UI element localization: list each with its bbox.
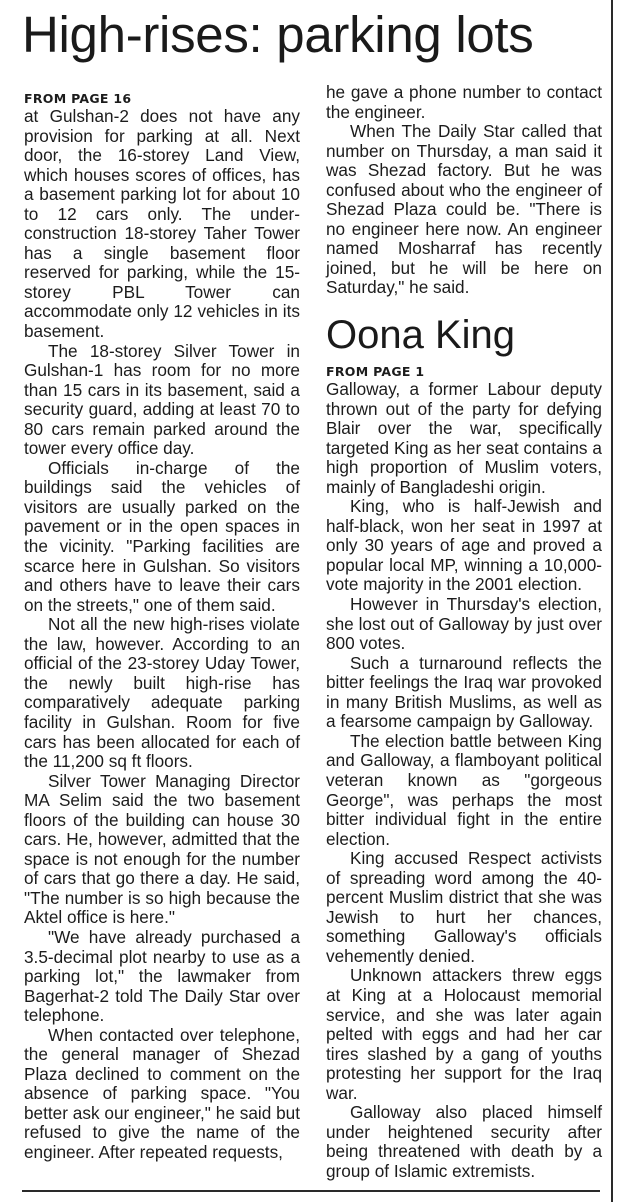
from-page-kicker: FROM PAGE 16	[24, 91, 132, 106]
paragraph: When contacted over telephone, the general manager of Shezad Plaza declined to comment on the absence of parking space. "You better ask our engineer," he said but refused to give the name of the engineer. After repeated requests,	[24, 1024, 300, 1162]
column-border-right	[611, 0, 613, 1202]
right-column	[326, 83, 602, 1181]
second-article-headline: Oona King	[326, 313, 516, 358]
paragraph: King, who is half-Jewish and half-black, won her seat in 1997 at only 30 years of age and proved a popular local MP, winning a 10,000-vote majority in the 2001 election.	[326, 496, 602, 595]
paragraph: Galloway, a former Labour deputy thrown out of the party for defying Blair over the war, specifically targeted King as her seat contains a high proportion of Muslim voters, mainly of Bangladeshi origin.	[326, 379, 602, 497]
left-column	[24, 91, 300, 1163]
paragraph: Officials in-charge of the buildings said the vehicles of visitors are usually parked on the pavement or in the open spaces in the vicinity. "Parking facilities are scarce here in Gulshan. So visitors and others have to leave their cars on the streets," one of them said.	[24, 457, 300, 615]
article-headline: High-rises: parking lots	[22, 6, 534, 63]
paragraph: Unknown attackers threw eggs at King at a Holocaust memorial service, and she was later again pelted with eggs and had her car tires slashed by a gang of youths protesting her support for the Iraq war.	[326, 965, 602, 1103]
paragraph: The 18-storey Silver Tower in Gulshan-1 has room for no more than 15 cars in its basement, said a security guard, adding at least 70 to 80 cars remain parked around the tower every office day.	[24, 340, 300, 459]
paragraph: The election battle between King and Galloway, a flamboyant political veteran known as "gorgeous George", was perhaps the most bitter individual fight in the entire election.	[326, 730, 602, 849]
paragraph: "We have already purchased a 3.5-decimal plot nearby to use as a parking lot," the lawmaker from Bagerhat-2 told The Daily Star over telephone.	[24, 926, 300, 1026]
paragraph: he gave a phone number to contact the engineer.	[326, 82, 602, 122]
paragraph: Silver Tower Managing Director MA Selim said the two basement floors of the building can house 30 cars. He, however, admitted that the space is not enough for the number of cars that go there a day. He said, "The number is so high because the Aktel office is here."	[24, 770, 300, 928]
paragraph: Not all the new high-rises violate the law, however. According to an official of the 23-storey Uday Tower, the newly built high-rise has comparatively adequate parking facility in Gulshan. Room for five cars has been allocated for each of the 11,200 sq ft floors.	[24, 614, 300, 772]
paragraph: When The Daily Star called that number on Thursday, a man said it was Shezad factory. But he was confused about who the engineer of Shezad Plaza could be. "There is no engineer here now. An engineer named Mosharraf has recently joined, but he will be here on Saturday," he said.	[326, 121, 602, 298]
paragraph: Such a turnaround reflects the bitter feelings the Iraq war provoked in many British Muslims, as well as a fearsome campaign by Galloway.	[326, 652, 602, 732]
paragraph: Galloway also placed himself under heightened security after being threatened with death by a group of Islamic extremists.	[326, 1102, 602, 1181]
paragraph: King accused Respect activists of spreading word among the 40-percent Muslim district that she was Jewish to hurt her chances, something Galloway's officials vehemently denied.	[326, 848, 602, 966]
from-page-kicker: FROM PAGE 1	[326, 364, 425, 380]
paragraph: However in Thursday's election, she lost out of Galloway by just over 800 votes.	[326, 594, 602, 654]
paragraph: at Gulshan-2 does not have any provision for parking at all. Next door, the 16-storey Land View, which houses scores of offices, has a basement parking lot for about 10 to 12 cars only. The under-construction 18-storey Taher Tower has a single basement floor reserved for parking, while the 15-storey PBL Tower can accommodate only 12 vehicles in its basement.	[24, 106, 300, 342]
bottom-rule	[22, 1190, 600, 1192]
